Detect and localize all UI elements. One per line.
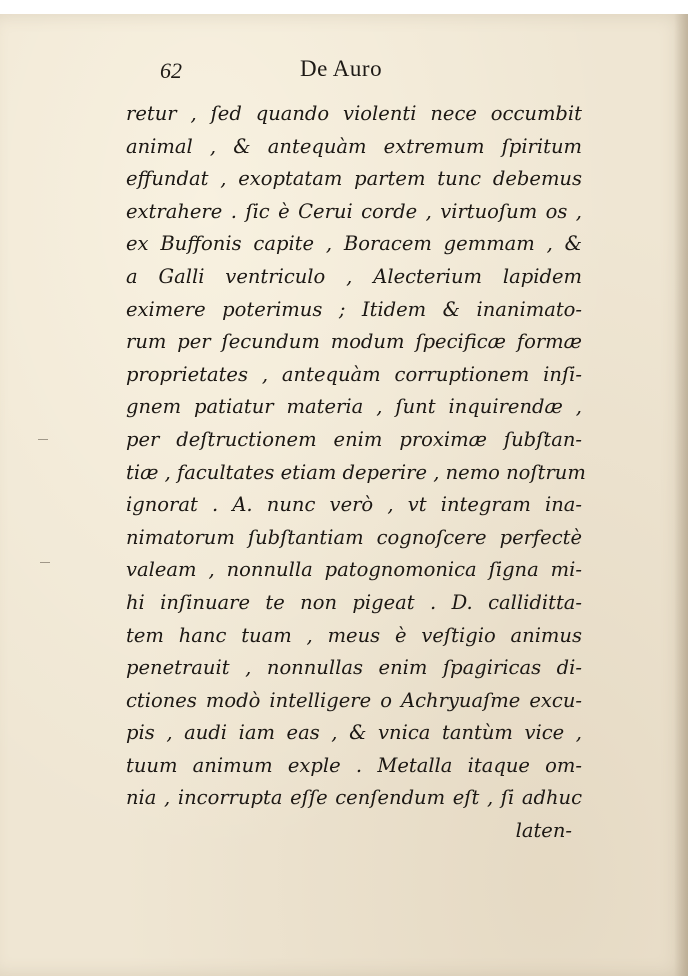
text-line: tiæ , facultates etiam deperire , nemo noſtrum xyxy=(126,460,586,484)
book-page xyxy=(0,14,688,976)
page-number: 62 xyxy=(160,58,182,83)
text-line: per deſtructionem enim proximæ ſubſtan- xyxy=(126,427,582,451)
margin-mark xyxy=(38,439,48,440)
text-line: animal , & antequàm extremum ſpiritum xyxy=(126,134,582,158)
text-line: ex Buffonis capite , Boracem gemmam , & xyxy=(126,232,582,256)
page-gutter-shadow xyxy=(674,14,688,976)
text-line: tuum animum exple . Metalla itaque om- xyxy=(126,753,582,777)
text-line: tem hanc tuam , meus è veſtigio animus xyxy=(126,623,582,647)
running-title: De Auro xyxy=(300,56,383,81)
text-line: ctiones modò intelligere o Achryuaſme excu- xyxy=(126,688,582,712)
text-line: extrahere . ſic è Cerui corde , virtuoſum os , xyxy=(126,199,582,223)
text-line: gnem patiatur materia , ſunt inquirendæ , xyxy=(126,395,582,419)
text-line: penetrauit , nonnullas enim ſpagiricas di- xyxy=(126,656,582,680)
text-line: nia , incorrupta eſſe cenſendum eſt , ſi adhuc xyxy=(126,786,582,810)
text-line: proprietates , antequàm corruptionem inſi- xyxy=(126,362,582,386)
text-line: rum per ſecundum modum ſpecificæ formæ xyxy=(126,330,582,354)
catchword: laten- xyxy=(515,819,572,843)
text-line: effundat , exoptatam partem tunc debemus xyxy=(126,167,582,191)
text-line: retur , ſed quando violenti nece occumbit xyxy=(126,102,582,125)
text-line: eximere poterimus ; Itidem & inanimato- xyxy=(126,297,582,321)
text-line: nimatorum ſubſtantiam cognoſcere perfectè xyxy=(126,525,582,549)
text-line: hi inſinuare te non pigeat . D. calliditta- xyxy=(126,590,582,614)
body-text xyxy=(126,98,586,848)
text-line: valeam , nonnulla patognomonica ſigna mi- xyxy=(126,558,582,582)
text-line: a Galli ventriculo , Alecterium lapidem xyxy=(126,264,582,288)
margin-mark xyxy=(40,562,50,563)
text-line: ignorat . A. nunc verò , vt integram ina- xyxy=(126,493,582,517)
text-line: pis , audi iam eas , & vnica tantùm vice , xyxy=(126,721,582,745)
